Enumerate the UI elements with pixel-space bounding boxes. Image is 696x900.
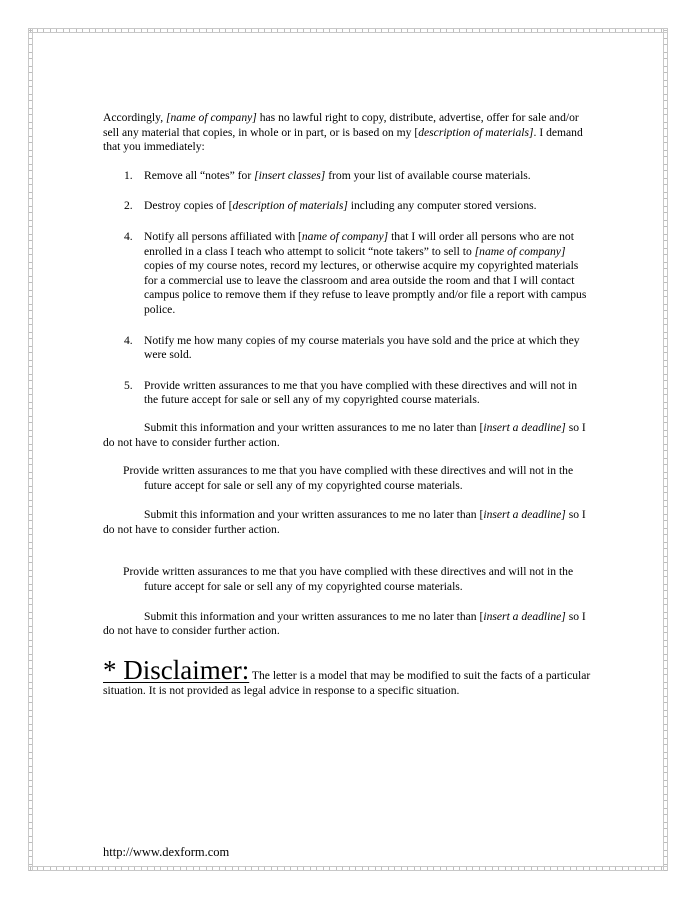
disclaimer-heading: * Disclaimer: (103, 654, 250, 685)
item-text: Provide written assurances to me that you have complied with these directives and will not in the future accept for sale or sell any of my copyrighted course materials. (144, 378, 578, 407)
submit-text: Submit this information and your written assurances to me no later than [ (144, 420, 484, 434)
submit-text: so I do not have to consider further action. (103, 420, 586, 449)
border-left (28, 28, 33, 871)
intro-text: has no lawful right to copy, distribute, advertise, offer for sale and/or sell any material that copies, in whole or in part, or is based on my [ (103, 111, 579, 139)
placeholder-deadline: insert a deadline] (483, 609, 566, 623)
document-body (103, 111, 593, 698)
placeholder-classes: [insert classes] (254, 168, 326, 182)
border-bottom (28, 866, 668, 871)
submit-text: Submit this information and your written assurances to me no later than [ (144, 609, 484, 623)
item-number: 4. (124, 229, 133, 243)
placeholder-deadline: insert a deadline] (483, 508, 566, 522)
placeholder-company: [name of company] (474, 244, 566, 258)
placeholder-materials: description of materials] (418, 125, 534, 139)
item-text: copies of my course notes, record my lectures, or otherwise acquire my copyrighted materials for a commercial use to leave the classroom and area outside the room and that I will contact campus police to remove them if they refuse to leave promptly and/or file a report with campus police. (144, 259, 587, 316)
placeholder-company: [name of company] (166, 111, 257, 124)
submit-paragraph (103, 610, 593, 639)
submit-text: Submit this information and your written assurances to me no later than [ (144, 508, 484, 522)
item-text: including any computer stored versions. (347, 199, 537, 213)
border-top (28, 28, 668, 33)
item-text: that I will order all persons who are not enrolled in a class I teach who attempt to solicit “note takers” to sell to (144, 229, 574, 258)
submit-text: so I do not have to consider further action. (103, 508, 586, 536)
spacer (103, 551, 593, 565)
item-number: 2. (124, 199, 133, 213)
disclaimer (103, 654, 593, 699)
placeholder-company: name of company] (301, 229, 389, 243)
list-item (103, 379, 593, 408)
item-text: from your list of available course materials. (325, 168, 531, 182)
placeholder-materials: description of materials] (232, 199, 348, 213)
provide-paragraph: Provide written assurances to me that you have complied with these directives and will not in the future accept for sale or sell any of my copyrighted course materials. (123, 464, 574, 492)
item-text: Notify me how many copies of my course materials you have sold and the price at which they were sold. (144, 333, 580, 362)
submit-text: so I do not have to consider further action. (103, 609, 586, 638)
list-item (103, 334, 593, 363)
intro-text: Accordingly, (103, 111, 166, 124)
intro-paragraph (103, 111, 593, 155)
item-number: 1. (124, 168, 133, 182)
item-number: 5. (124, 378, 133, 392)
submit-paragraph (103, 508, 593, 537)
item-text: Destroy copies of [ (144, 199, 233, 213)
disclaimer-text: The letter is a model that may be modified to suit the facts of a particular situation. It is not provided as legal advice in response to a specific situation. (103, 668, 591, 697)
border-right (663, 28, 668, 871)
list-item (103, 169, 593, 184)
list-item (103, 199, 593, 214)
provide-paragraph: Provide written assurances to me that you have complied with these directives and will not in the future accept for sale or sell any of my copyrighted course materials. (123, 565, 574, 594)
footer-url[interactable]: http://www.dexform.com (103, 845, 230, 859)
item-text: Remove all “notes” for (144, 168, 255, 182)
demand-list (103, 169, 593, 408)
intro-text: . I demand that you immediately: (103, 125, 583, 154)
list-item (103, 230, 593, 318)
item-text: Notify all persons affiliated with [ (144, 229, 302, 243)
item-number: 4. (124, 333, 133, 347)
submit-paragraph (103, 421, 593, 450)
placeholder-deadline: insert a deadline] (483, 420, 566, 434)
